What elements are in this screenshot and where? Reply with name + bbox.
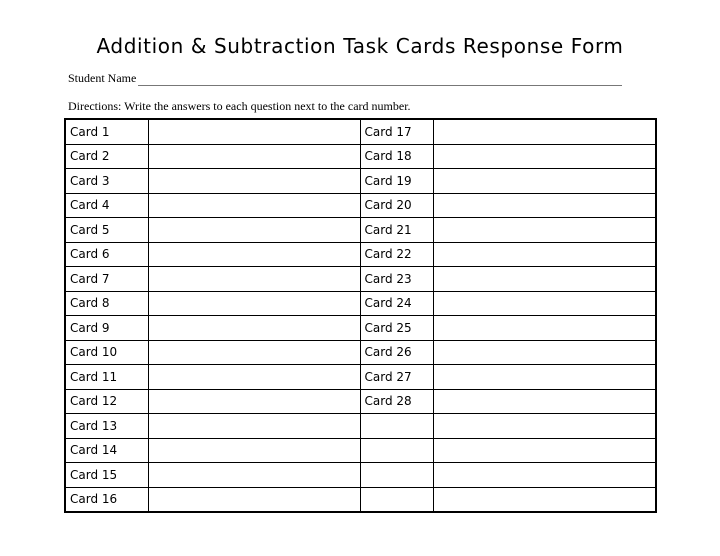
table-row <box>65 144 656 169</box>
answer-cell[interactable] <box>148 267 360 292</box>
answer-cell[interactable] <box>148 463 360 488</box>
answer-cell[interactable] <box>148 218 360 243</box>
student-name-label: Student Name <box>68 71 137 85</box>
card-label: Card 13 <box>65 414 148 439</box>
card-label: Card 24 <box>360 291 433 316</box>
card-label: Card 22 <box>360 242 433 267</box>
card-label: Card 19 <box>360 169 433 194</box>
card-label: Card 28 <box>360 389 433 414</box>
answer-cell[interactable] <box>148 242 360 267</box>
table-row <box>65 414 656 439</box>
table-row <box>65 340 656 365</box>
answer-cell[interactable] <box>433 242 656 267</box>
card-label: Card 11 <box>65 365 148 390</box>
card-label: Card 12 <box>65 389 148 414</box>
card-label: Card 9 <box>65 316 148 341</box>
card-label: Card 14 <box>65 438 148 463</box>
card-label: Card 20 <box>360 193 433 218</box>
table-row <box>65 291 656 316</box>
answer-cell[interactable] <box>148 487 360 512</box>
card-label: Card 18 <box>360 144 433 169</box>
answer-cell[interactable] <box>148 291 360 316</box>
answer-cell[interactable] <box>433 438 656 463</box>
table-row <box>65 119 656 144</box>
card-label: Card 27 <box>360 365 433 390</box>
card-label: Card 26 <box>360 340 433 365</box>
answer-cell[interactable] <box>148 144 360 169</box>
answer-cell[interactable] <box>148 193 360 218</box>
card-label: Card 4 <box>65 193 148 218</box>
answer-cell[interactable] <box>433 119 656 144</box>
answer-cell[interactable] <box>433 144 656 169</box>
answer-cell[interactable] <box>148 365 360 390</box>
answer-cell[interactable] <box>433 463 656 488</box>
answer-cell[interactable] <box>433 193 656 218</box>
answer-cell[interactable] <box>433 218 656 243</box>
answer-cell[interactable] <box>433 340 656 365</box>
answer-cell[interactable] <box>148 316 360 341</box>
answer-cell[interactable] <box>433 414 656 439</box>
card-label <box>360 487 433 512</box>
answer-cell[interactable] <box>148 340 360 365</box>
answer-cell[interactable] <box>148 438 360 463</box>
table-row <box>65 242 656 267</box>
card-label: Card 5 <box>65 218 148 243</box>
answer-cell[interactable] <box>433 389 656 414</box>
table-row <box>65 463 656 488</box>
card-label: Card 6 <box>65 242 148 267</box>
directions: Directions: Write the answers to each question next to the card number. <box>68 99 411 113</box>
page-title: Addition & Subtraction Task Cards Response Form <box>96 34 624 58</box>
card-label <box>360 438 433 463</box>
answer-cell[interactable] <box>433 169 656 194</box>
card-label: Card 7 <box>65 267 148 292</box>
card-label <box>360 414 433 439</box>
answer-cell[interactable] <box>433 267 656 292</box>
answer-cell[interactable] <box>433 365 656 390</box>
table-row <box>65 487 656 512</box>
answer-cell[interactable] <box>433 291 656 316</box>
card-label: Card 8 <box>65 291 148 316</box>
card-label: Card 2 <box>65 144 148 169</box>
table-row <box>65 218 656 243</box>
card-label: Card 17 <box>360 119 433 144</box>
card-label: Card 16 <box>65 487 148 512</box>
answer-cell[interactable] <box>148 119 360 144</box>
table-row <box>65 389 656 414</box>
table-row <box>65 365 656 390</box>
card-label: Card 25 <box>360 316 433 341</box>
table-row <box>65 438 656 463</box>
answer-cell[interactable] <box>148 414 360 439</box>
card-label: Card 21 <box>360 218 433 243</box>
card-label: Card 15 <box>65 463 148 488</box>
student-name-field[interactable] <box>138 74 622 86</box>
card-label: Card 10 <box>65 340 148 365</box>
answer-cell[interactable] <box>148 169 360 194</box>
response-table <box>64 118 657 513</box>
answer-cell[interactable] <box>433 487 656 512</box>
card-label: Card 3 <box>65 169 148 194</box>
answer-cell[interactable] <box>148 389 360 414</box>
table-row <box>65 267 656 292</box>
card-label: Card 1 <box>65 119 148 144</box>
table-row <box>65 169 656 194</box>
table-row <box>65 193 656 218</box>
answer-cell[interactable] <box>433 316 656 341</box>
card-label <box>360 463 433 488</box>
card-label: Card 23 <box>360 267 433 292</box>
student-name-row <box>68 71 628 86</box>
table-row <box>65 316 656 341</box>
